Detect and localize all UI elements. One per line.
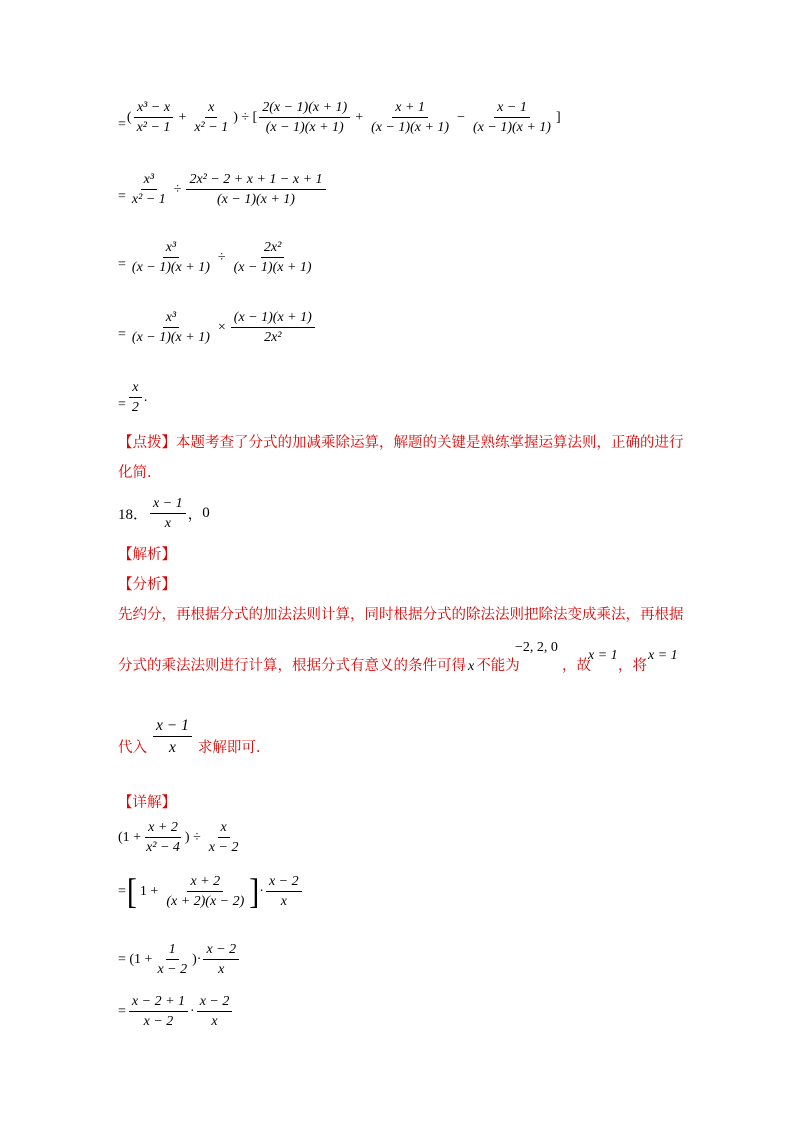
left-paren: ( [126,109,132,125]
fraction: $\frac{x}{x - 2}$ [208,820,239,856]
right-bracket: ] [555,109,561,125]
fraction: $\frac{2(x - 1)(x + 1)}{(x - 1)(x + 1)}$ [259,100,350,136]
fraction: $\frac{x - 2}{x}$ [266,874,302,910]
equation-step-2 [118,172,328,208]
fenxi-heading: 【分析】 [118,577,176,593]
fraction: $\frac{\text{2x²}}{(x - 1)(x + 1)}$ [233,240,312,276]
detail-step-2: = [ 1 + $\frac{x + 2}{(x + 2)(x - 2)}$ ] · $\frac{x - 2}{x}$ [118,874,304,910]
fraction: $\frac{\text{x³}}{(x - 1)(x + 1)}$ [131,240,210,276]
fraction: $\frac{x}{2}$ [129,380,142,416]
equals-sign: = [118,188,126,204]
fraction: $\frac{x - 1}{(x - 1)(x + 1)}$ [473,100,551,136]
operator: ) ÷ [ [233,109,258,125]
equals-sign: = [118,116,126,132]
fraction: $\frac{x - 2}{x}$ [197,994,233,1030]
fraction: $\frac{x - 2}{x}$ [203,942,239,978]
tip-text: 本题考查了分式的加减乘除运算，解题的关键是熟练掌握运算法则，正确的进行 [176,435,684,451]
fraction: $\frac{x - 1}{x}$ [153,717,192,756]
x-equals-1-b: x = 1 [648,648,678,663]
fraction: $\frac{\text{2x² − 2 + x + 1 − x + 1}}{(x - 1)(x + 1)}$ [186,172,325,208]
detail-step-1: (1 + $\frac{x + 2}{\text{x² − 4}}$ ) ÷ $\frac{x}{x - 2}$ [118,820,243,856]
times-sign: × [217,319,226,335]
equals-sign: = [118,396,126,412]
separator: ， [187,507,203,524]
fraction: $\frac{x - 2 + 1}{x - 2}$ [129,994,188,1030]
analysis-line-1: 先约分，再根据分式的加法法则计算，同时根据分式的除法法则把除法变成乘法，再根据 [118,607,684,623]
tip-text-cont: 化简. [118,465,152,481]
plus-sign: + [178,109,187,125]
fraction: $\frac{x + 1}{(x - 1)(x + 1)}$ [371,100,450,136]
fraction: $\frac{(x - 1)(x + 1)}{\text{2x²}}$ [231,310,315,346]
equation-step-4 [118,310,317,346]
fraction: $\frac{x}{\text{x² − 1}}$ [194,100,229,136]
fraction: $\frac{1}{x - 2}$ [157,942,188,978]
question-18-answer [118,496,210,532]
detail-step-4: = $\frac{x - 2 + 1}{x - 2}$ · $\frac{x - 2}{x}$ [118,994,234,1030]
tip-tag: 【点拨】 [118,435,176,451]
period: . [143,389,148,405]
fraction: $\frac{\text{x³}}{(x - 1)(x + 1)}$ [131,310,210,346]
equals-sign: = [118,256,126,272]
equation-step-5 [118,380,147,416]
equation-step-1 [118,100,561,136]
equals-sign: = [118,326,126,342]
divide-sign: ÷ [173,181,182,197]
plus-sign: + [355,109,364,125]
fraction: $\frac{x + 2}{\text{x² − 4}}$ [146,820,180,856]
detail-heading: 【详解】 [118,795,176,811]
analysis-heading: 【解析】 [118,547,176,563]
x-equals-1: x = 1 [588,648,618,663]
analysis-line-2: 分式的乘法法则进行计算，根据分式有意义的条件可得 x 不能为 −2, 2, 0 ，故 x = 1 ，将 x = 1 [118,640,678,674]
answer-fraction: $\frac{x - 1}{x}$ [150,496,186,532]
excluded-values: −2, 2, 0 [515,640,558,655]
minus-sign: − [457,109,465,125]
fraction: $\frac{x + 2}{(x + 2)(x - 2)}$ [166,874,245,910]
equation-step-3 [118,240,317,276]
question-number: 18． [118,507,149,524]
tip-paragraph [118,428,688,488]
analysis-line-3: 代入 $\frac{x - 1}{x}$ 求解即可. [118,716,261,756]
fraction: $\frac{\text{x³}}{\text{x² − 1}}$ [131,172,166,208]
fraction: $\frac{\text{x³ − x}}{\text{x² − 1}}$ [134,100,174,136]
divide-sign: ÷ [217,249,226,265]
answer-value: 0 [202,505,210,522]
detail-step-3: = (1 + $\frac{1}{x - 2}$ )· $\frac{x - 2}{x}$ [118,942,241,978]
